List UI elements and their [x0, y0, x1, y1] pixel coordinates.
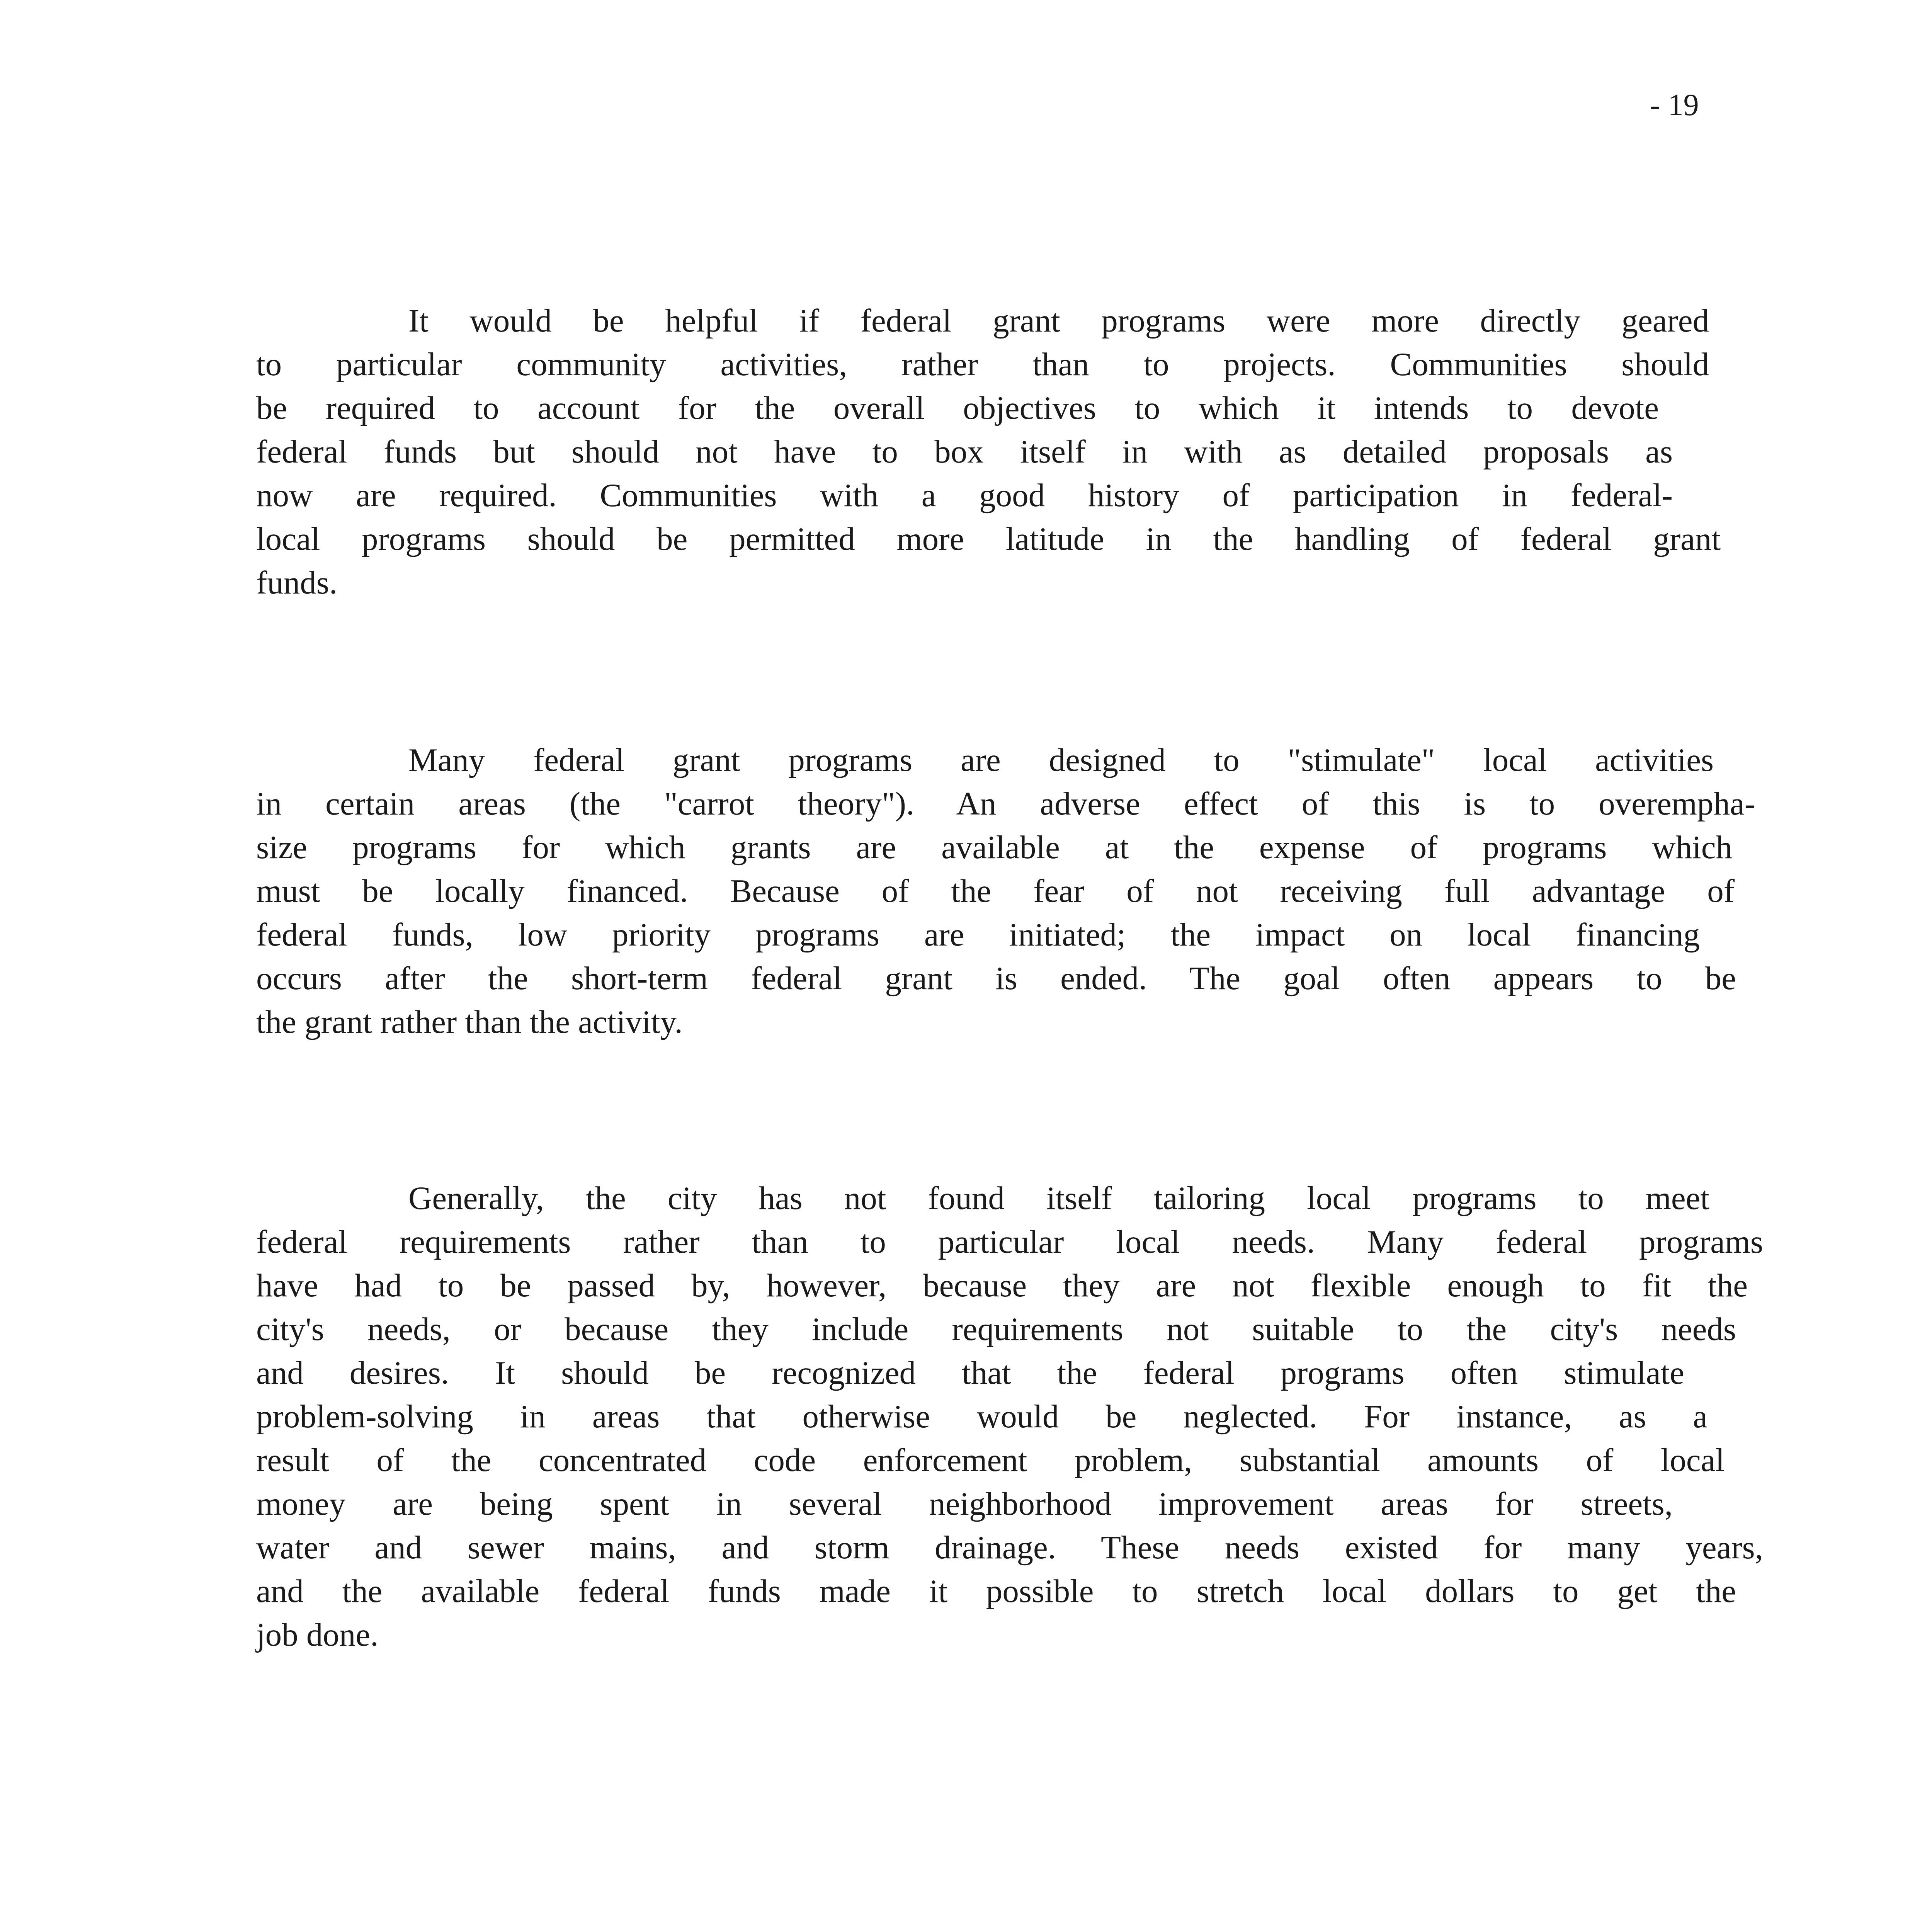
page-number: - 19	[1650, 88, 1699, 122]
paragraph-line: local programs should be permitted more latitude in the handling of federal grant	[256, 521, 1721, 557]
paragraph-line: city's needs, or because they include requirements not suitable to the city's needs	[256, 1311, 1736, 1347]
paragraph-line: and the available federal funds made it possible to stretch local dollars to get the	[256, 1573, 1736, 1609]
paragraph-line: and desires. It should be recognized that the federal programs often stimulate	[256, 1355, 1684, 1391]
paragraph-line: now are required. Communities with a good history of participation in federal-	[256, 477, 1673, 514]
paragraph-line: problem-solving in areas that otherwise would be neglected. For instance, as a	[256, 1398, 1708, 1435]
paragraph-line: result of the concentrated code enforcement problem, substantial amounts of local	[256, 1442, 1725, 1478]
paragraph-line: job done.	[256, 1617, 379, 1653]
paragraph-line: federal funds, low priority programs are initiated; the impact on local financing	[256, 917, 1700, 953]
paragraph-line: the grant rather than the activity.	[256, 1004, 683, 1040]
paragraph-line: federal requirements rather than to particular local needs. Many federal programs	[256, 1224, 1763, 1260]
paragraph-line: federal funds but should not have to box itself in with as detailed proposals as	[256, 434, 1673, 470]
paragraph-line: funds.	[256, 565, 338, 601]
paragraph-line: money are being spent in several neighborhood improvement areas for streets,	[256, 1486, 1673, 1522]
paragraph-line: be required to account for the overall objectives to which it intends to devote	[256, 390, 1659, 426]
paragraph-line: water and sewer mains, and storm drainage. These needs existed for many years,	[256, 1529, 1763, 1566]
paragraph-line: size programs for which grants are available at the expense of programs which	[256, 829, 1732, 866]
paragraph-line: have had to be passed by, however, because they are not flexible enough to fit the	[256, 1267, 1748, 1304]
paragraph-line: occurs after the short-term federal grant is ended. The goal often appears to be	[256, 960, 1736, 997]
paragraph-line: Generally, the city has not found itself tailoring local programs to meet	[408, 1180, 1709, 1216]
paragraph-line: Many federal grant programs are designed to "stimulate" local activities	[408, 742, 1714, 778]
paragraph-line: in certain areas (the "carrot theory"). An adverse effect of this is to overempha-	[256, 786, 1755, 822]
paragraph-line: to particular community activities, rather than to projects. Communities should	[256, 346, 1709, 383]
paragraph-line: must be locally financed. Because of the fear of not receiving full advantage of	[256, 873, 1735, 909]
paragraph-line: It would be helpful if federal grant programs were more directly geared	[408, 303, 1709, 339]
